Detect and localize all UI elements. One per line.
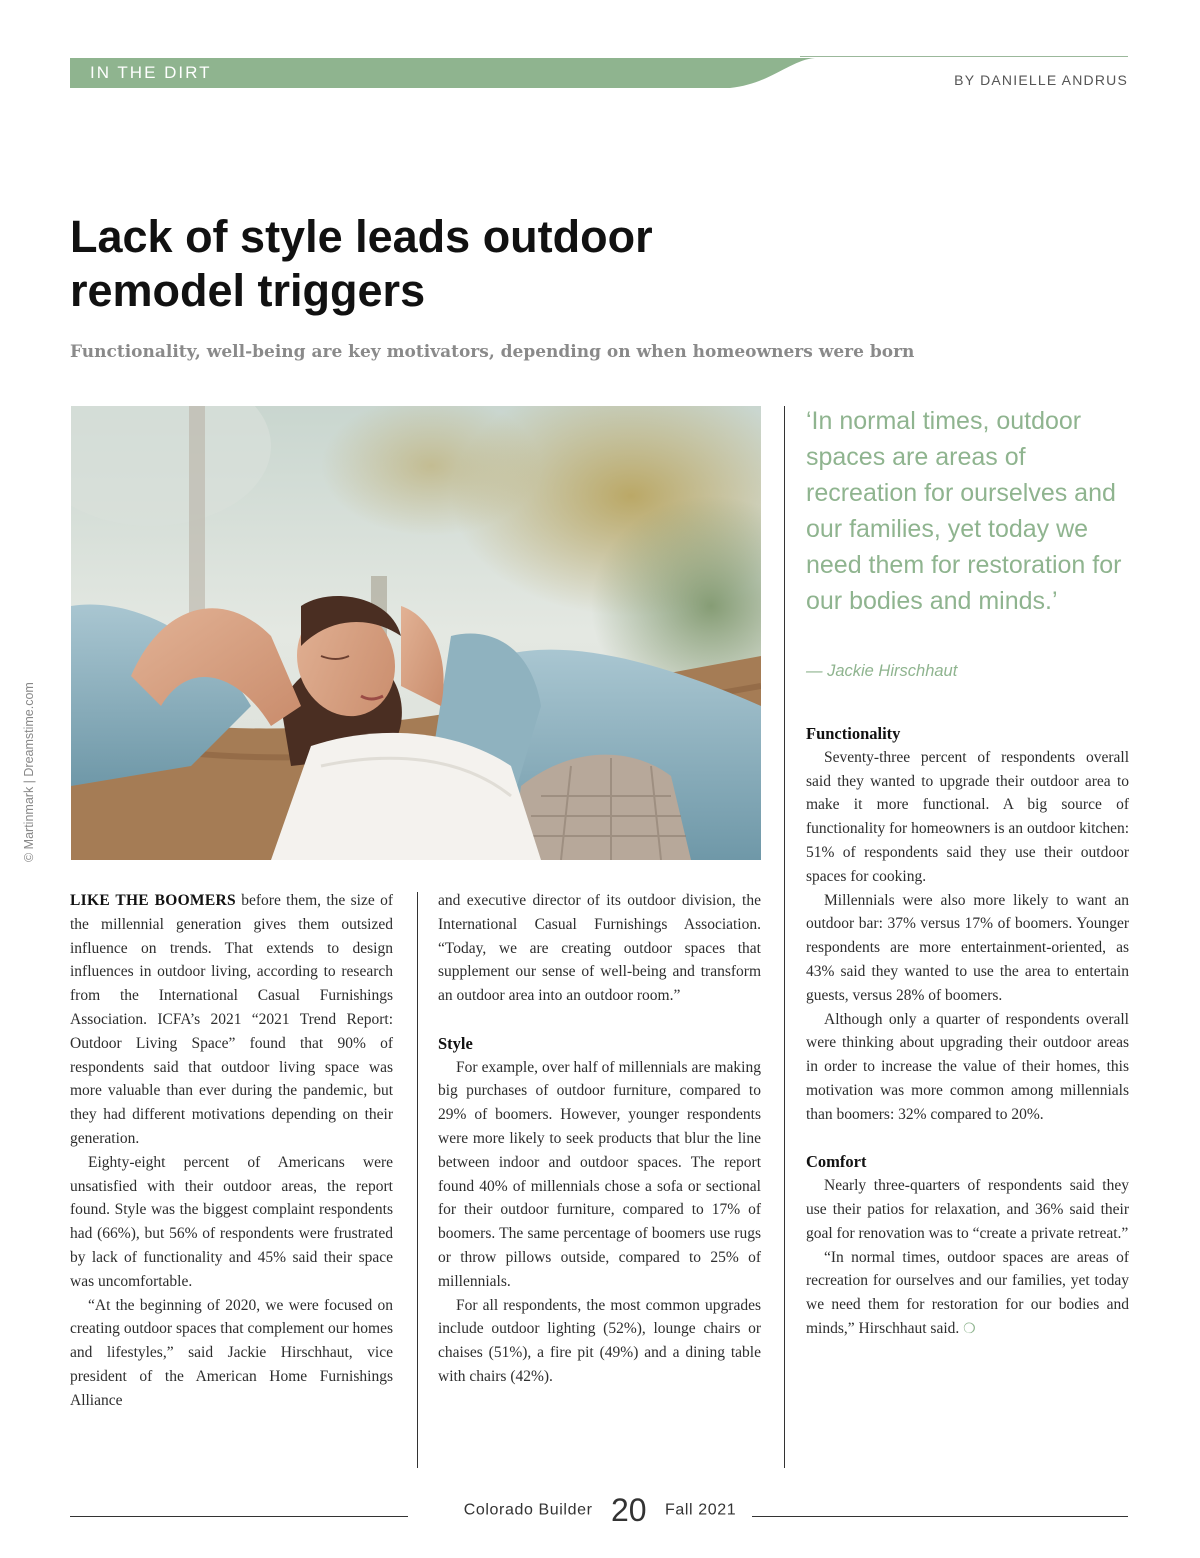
section-heading-functionality: Functionality	[806, 724, 901, 743]
body-column-2	[438, 889, 761, 1389]
section-heading-style: Style	[438, 1033, 473, 1053]
lead-in: LIKE THE BOOMERS	[70, 892, 236, 909]
paragraph: Seventy-three percent of respondents overall said they wanted to upgrade their outdoor area to make it more functional. A big source of functionality for homeowners is an outdoor kitchen: 51% of respondents said they use their outdoor spaces for cooking.	[806, 748, 1129, 885]
paragraph: and executive director of its outdoor division, the International Casual Furnishings Association. “Today, we are creating outdoor spaces that supplement our sense of well-being and transform an outdoor area into an outdoor room.”	[438, 892, 761, 1005]
footer-publication: Colorado Builder	[463, 1501, 593, 1519]
paragraph: “In normal times, outdoor spaces are areas of recreation for ourselves and our families, yet today we need them for restoration for our bodies and minds,” Hirschhaut said. ❍	[806, 1248, 1129, 1337]
column-rule-right	[784, 406, 785, 1468]
pull-quote-attribution: — Jackie Hirschhaut	[806, 662, 958, 680]
paragraph: For example, over half of millennials are making big purchases of outdoor furniture, compared to 29% of boomers. However, younger respondents were more likely to seek products that blur the line between indoor and outdoor spaces. The report found 40% of millennials chose a sofa or sectional for their outdoor furniture, compared to 17% of boomers. The same percentage of boomers use rugs or throw pillows outside, compared to 25% of millennials.	[438, 1058, 761, 1290]
paragraph: Eighty-eight percent of Americans were unsatisfied with their outdoor areas, the report found. Style was the biggest complaint respondents had (66%), but 56% of respondents were frustrated by lack of functionality and 45% said their space was uncomfortable.	[70, 1153, 393, 1290]
page-number: 20	[610, 1492, 647, 1528]
article-photo	[71, 406, 761, 860]
byline: BY DANIELLE ANDRUS	[954, 72, 1128, 88]
body-column-3	[806, 722, 1129, 1341]
pull-quote: ‘In normal times, outdoor spaces are areas of recreation for ourselves and our families, yet today we need them for restoration for our bodies and minds.’	[806, 407, 1122, 615]
section-header-band	[70, 58, 830, 88]
paragraph: LIKE THE BOOMERS before them, the size of the millennial generation gives them outsized influence on trends. That extends to design influences in outdoor living, according to research from the International Casual Furnishings Association. ICFA’s 2021 “2021 Trend Report: Outdoor Living Space” found that 90% of respondents said that outdoor living space was more valuable than ever during the pandemic, but they had different motivations depending on their generation.	[70, 892, 393, 1147]
section-heading-comfort: Comfort	[806, 1152, 867, 1172]
end-mark-icon: ❍	[963, 1319, 976, 1336]
footer-issue: Fall 2021	[665, 1501, 737, 1519]
section-label: IN THE DIRT	[90, 63, 212, 82]
body-column-1	[70, 889, 393, 1413]
paragraph: Although only a quarter of respondents overall were thinking about upgrading their outdoor areas in order to increase the value of their homes, this motivation was more common among millennials than boomers: 32% compared to 20%.	[806, 1010, 1129, 1123]
subhead: Functionality, well-being are key motivators, depending on when homeowners were born	[70, 342, 915, 362]
photo-illustration	[71, 406, 761, 860]
headline: Lack of style leads outdoor remodel triggers	[70, 211, 653, 316]
paragraph: For all respondents, the most common upgrades include outdoor lighting (52%), lounge chairs or chaises (51%), a fire pit (49%) and a dining table with chairs (42%).	[438, 1296, 761, 1385]
page-footer	[0, 1492, 1200, 1529]
paragraph: Millennials were also more likely to want an outdoor bar: 37% versus 17% of boomers. Younger respondents are more entertainment-oriented, as 43% said they wanted to use the area to entertain guests, versus 28% of boomers.	[806, 891, 1129, 1004]
paragraph: Nearly three-quarters of respondents said they use their patios for relaxation, and 36% said their goal for renovation was to “create a private retreat.”	[806, 1177, 1129, 1242]
column-rule-left	[417, 892, 418, 1468]
paragraph: “At the beginning of 2020, we were focused on creating outdoor spaces that complement our homes and lifestyles,” said Jackie Hirschhaut, vice president of the American Home Furnishings Alliance	[70, 1296, 393, 1409]
header-rule	[800, 56, 1128, 57]
photo-credit: © Martinmark | Dreamstime.com	[22, 682, 36, 862]
